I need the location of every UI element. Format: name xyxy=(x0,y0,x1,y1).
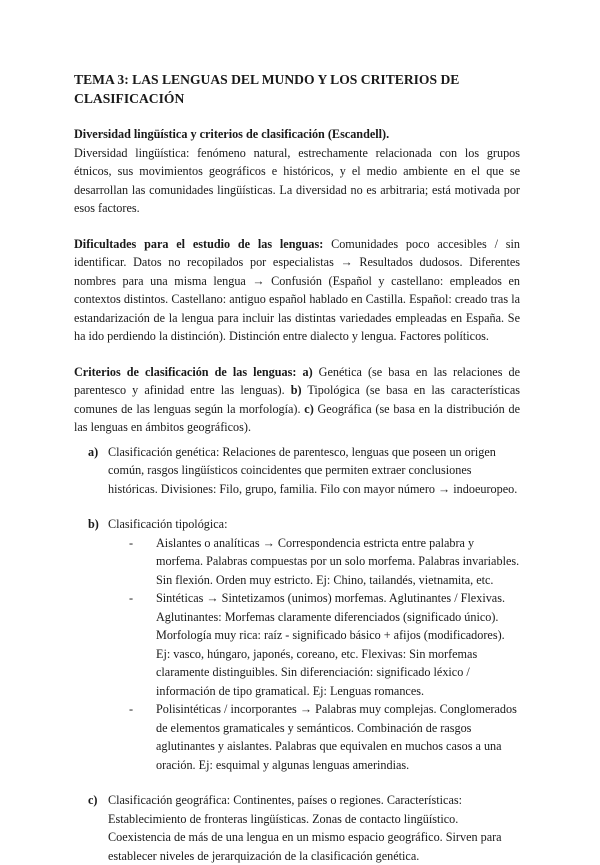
list-item-b xyxy=(74,515,520,534)
sub-item-dash: - xyxy=(129,591,134,605)
section-diversidad xyxy=(74,125,520,218)
title-line-2: CLASIFICACIÓN xyxy=(74,91,185,106)
section-criterios-heading: Criterios de clasificación de las lenguas: xyxy=(74,364,297,379)
document-page xyxy=(74,70,520,865)
criterio-a-mark: a) xyxy=(296,364,313,379)
sub-item-aislantes xyxy=(74,534,520,590)
section-dificultades xyxy=(74,235,520,346)
criterio-a-text: Genética (se basa en las relaciones de parentesco y afinidad entre las lenguas). xyxy=(74,364,520,397)
sub-item-text: Sintéticas → Sintetizamos (unimos) morfemas. Aglutinantes / Flexivas. Aglutinantes: Morfemas claramente diferenciados (significado único). Morfología muy rica: raíz - significado básico + afijos (modificadores). Ej: vasco, húngaro, japonés, coreano, etc. Flexivas: Sin morfemas claramente distinguibles. Sin diferenciación: significado léxico / información de tipo gramatical. Ej: Lenguas romances. xyxy=(156,591,505,698)
list-item-c-text: Clasificación geográfica: Continentes, países o regiones. Características: Establecimiento de fronteras lingüísticas. Zonas de contacto lingüístico. Coexistencia de más de una lengua en un mismo espacio geográfico. Sirven para establecer niveles de jerarquización de la clasificación genética. xyxy=(108,793,502,863)
list-item-c-mark: c) xyxy=(88,793,98,807)
criterio-b-text: Tipológica (se basa en las características comunes de las lenguas según la morfología). xyxy=(74,383,520,416)
section-dificultades-text xyxy=(74,235,520,346)
section-diversidad-heading: Diversidad lingüística y criterios de clasificación (Escandell). xyxy=(74,127,390,141)
sub-item-dash: - xyxy=(129,702,134,716)
sub-item-sinteticas xyxy=(74,589,520,700)
list-item-c xyxy=(74,791,520,865)
section-dificultades-heading: Dificultades para el estudio de las lenguas: xyxy=(74,236,324,251)
sub-item-dash: - xyxy=(129,535,134,550)
sub-item-text: Polisintéticas / incorporantes → Palabras muy complejas. Conglomerados de elementos gramaticales y semánticos. Combinación de rasgos aglutinantes y aislantes. Palabras que equivalen en muchos casos a una oración. Ej: esquimal y algunas lenguas amerindias. xyxy=(156,702,517,772)
section-dificultades-body: Comunidades poco accesibles / sin identificar. Datos no recopilados por especialistas → Resultados dudosos. Diferentes nombres para una misma lengua → Confusión (Español y castellano: empleados en contextos distintos. Castellano: antiguo español hablado en Castilla. Español: creado tras la estandarización de la lengua para incluir las distintas variedades empleadas en España. Se ha ido perdiendo la distinción). Distinción entre dialecto y lengua. Factores políticos. xyxy=(74,236,520,343)
criterio-c-text: Geográfica (se basa en la distribución de las lenguas en ámbitos geográficos). xyxy=(74,401,520,434)
list-item-a xyxy=(74,443,520,499)
title-line-1: TEMA 3: LAS LENGUAS DEL MUNDO Y LOS CRITERIOS DE xyxy=(74,72,460,87)
section-criterios-text xyxy=(74,363,520,437)
criterio-b-mark: b) xyxy=(290,383,302,397)
sub-item-polisinteticas xyxy=(74,700,520,774)
section-criterios xyxy=(74,363,520,437)
criterio-c-mark: c) xyxy=(304,401,314,416)
list-item-b-mark: b) xyxy=(88,517,99,531)
section-diversidad-body: Diversidad lingüística: fenómeno natural, estrechamente relacionada con los grupos étnicos, sus movimientos geográficos e históricos, y el medio ambiente en el que se desarrollan las comunidades lingüísticas. La diversidad no es arbitraria; está motivada por esos factores. xyxy=(74,145,520,215)
list-item-a-text: Clasificación genética: Relaciones de parentesco, lenguas que poseen un origen común, rasgos lingüísticos coincidentes que permiten extraer conclusiones históricas. Divisiones: Filo, grupo, familia. Filo con mayor número → indoeuropeo. xyxy=(108,444,518,496)
page-title xyxy=(74,70,520,108)
list-item-a-mark: a) xyxy=(88,444,99,459)
list-item-b-text: Clasificación tipológica: xyxy=(108,517,228,531)
sub-item-text: Aislantes o analíticas → Correspondencia estricta entre palabra y morfema. Palabras compuestas por un solo morfema. Palabras invariables. Sin flexión. Orden muy estricto. Ej: Chino, tailandés, vietnamita, etc. xyxy=(156,535,520,587)
